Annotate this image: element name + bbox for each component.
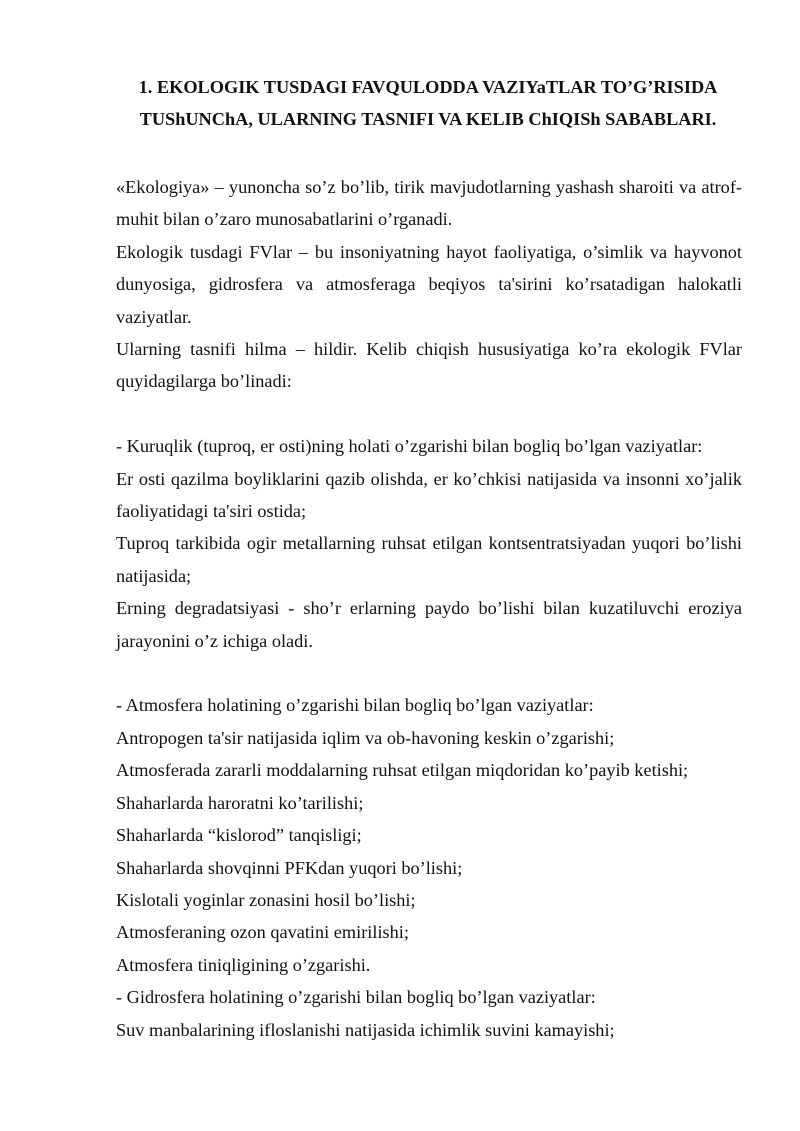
list-item: Antropogen ta'sir natijasida iqlim va ob-havoning keskin o’zgarishi; <box>116 727 615 748</box>
paragraph-ecological-emergencies: Ekologik tusdagi FVlar – bu insoniyatning hayot faoliyatiga, o’simlik va hayvonot dunyosiga, gidrosfera va atmosferaga beqiyos ta'sirini ko’rsatadigan halokatli vaziyatlar. <box>116 241 742 327</box>
title-line-2: TUShUNChA, ULARNING TASNIFI VA KELIB ChIQISh SABABLARI. <box>139 109 717 129</box>
list-item: Atmosferaning ozon qavatini emirilishi; <box>116 922 409 943</box>
paragraph-classification: Ularning tasnifi hilma – hildir. Kelib chiqish hususiyatiga ko’ra ekologik FVlar quyidagilarga bo’linadi: <box>116 339 742 392</box>
list-item: Shaharlarda haroratni ko’tarilishi; <box>116 792 364 813</box>
page-title <box>100 71 756 135</box>
document-body <box>116 171 742 1046</box>
spacer <box>116 398 742 430</box>
paragraph-ecology-definition: «Ekologiya» – yunoncha so’z bo’lib, tirik mavjudotlarning yashash sharoiti va atrof-muhit bilan o’zaro munosabatlarini o’rganadi. <box>116 177 742 230</box>
list-item: Suv manbalarining ifloslanishi natijasida ichimlik suvini kamayishi; <box>116 1019 615 1040</box>
section-heading-atmosphere: - Atmosfera holatining o’zgarishi bilan bogliq bo’lgan vaziyatlar: <box>116 695 594 716</box>
list-item: Shaharlarda “kislorod” tanqisligi; <box>116 825 362 846</box>
section-heading-soil: - Kuruqlik (tuproq, er osti)ning holati o’zgarishi bilan bogliq bo’lgan vaziyatlar: <box>116 436 703 457</box>
list-item: Atmosfera tiniqligining o’zgarishi. <box>116 954 371 975</box>
list-item: Er osti qazilma boyliklarini qazib olishda, er ko’chkisi natijasida va insonni xo’jalik faoliyatidagi ta'siri ostida; <box>116 468 742 522</box>
title-line-1: 1. EKOLOGIK TUSDAGI FAVQULODDA VAZIYaTLAR TO’G’RISIDA <box>138 77 718 97</box>
list-item: Shaharlarda shovqinni PFKdan yuqori bo’lishi; <box>116 857 463 878</box>
list-item: Tuproq tarkibida ogir metallarning ruhsat etilgan kontsentratsiyadan yuqori bo’lishi natijasida; <box>116 533 742 586</box>
spacer <box>116 657 742 689</box>
list-item: Atmosferada zararli moddalarning ruhsat etilgan miqdoridan ko’payib ketishi; <box>116 760 689 781</box>
list-item: Erning degradatsiyasi - sho’r erlarning paydo bo’lishi bilan kuzatiluvchi eroziya jarayonini o’z ichiga oladi. <box>116 598 742 651</box>
list-item: Kislotali yoginlar zonasini hosil bo’lishi; <box>116 889 416 910</box>
section-heading-hydrosphere: - Gidrosfera holatining o’zgarishi bilan bogliq bo’lgan vaziyatlar: <box>116 987 596 1008</box>
